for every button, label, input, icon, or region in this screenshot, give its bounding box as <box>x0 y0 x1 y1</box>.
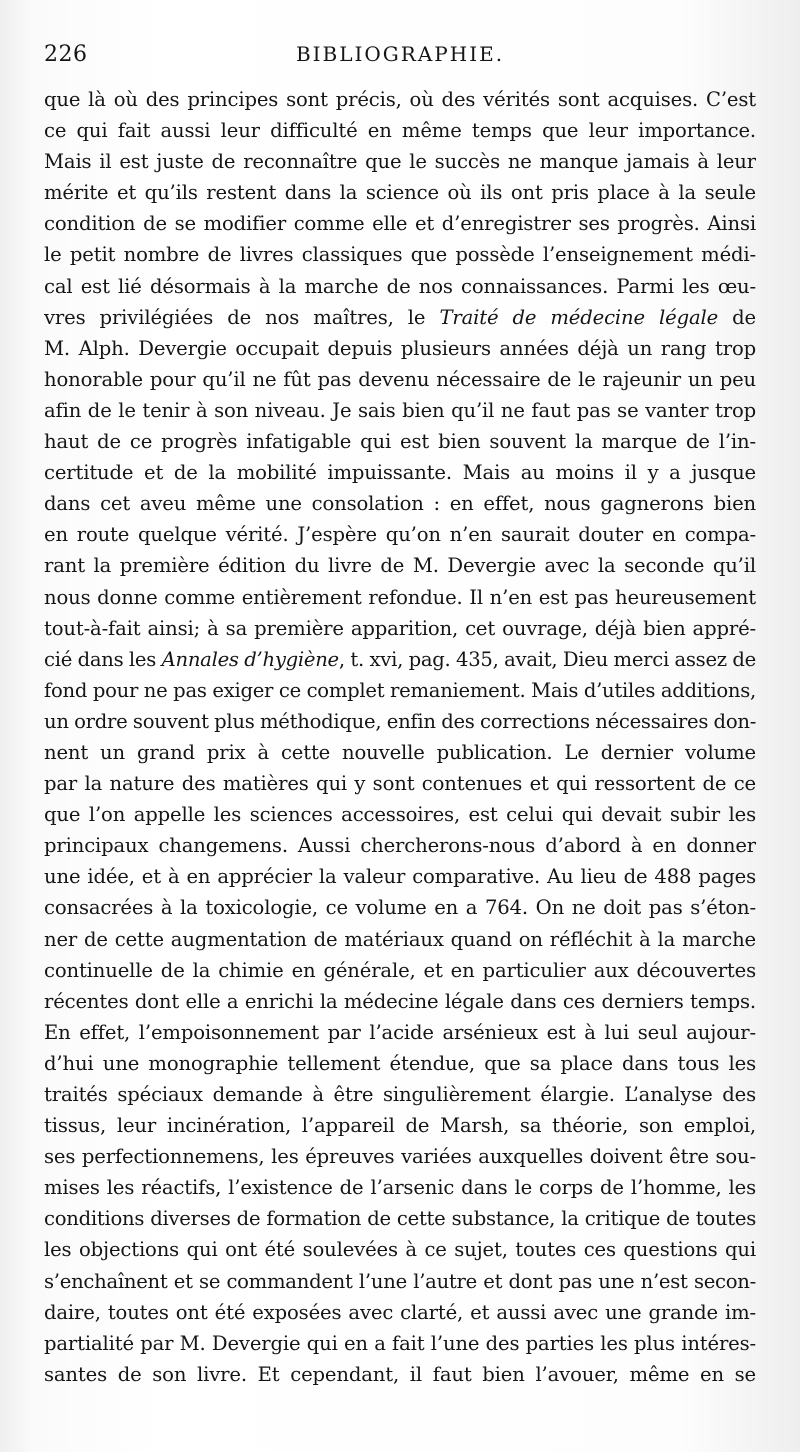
text-line <box>44 644 756 675</box>
text-line: d’hui une monographie tellement étendue, que sa place dans tous les <box>44 1051 756 1075</box>
page-header <box>44 38 756 72</box>
text-line: nous donne comme entièrement refondue. Il n’en est pas heureusement <box>44 585 756 609</box>
text-line: ner de cette augmentation de matériaux quand on réfléchit à la marche <box>44 927 756 951</box>
text-line: rant la première édition du livre de M. Devergie avec la seconde qu’il <box>44 554 756 578</box>
text-line: conditions diverses de formation de cette substance, la critique de toutes <box>44 1207 756 1231</box>
text-line: mérite et qu’ils restent dans la science où ils ont pris place à la seule <box>44 181 756 205</box>
text-line: tout-à-fait ainsi; à sa première apparition, cet ouvrage, déjà bien appré- <box>44 616 756 640</box>
text-line: tissus, leur incinération, l’appareil de Marsh, sa théorie, son emploi, <box>44 1114 756 1138</box>
text-line: afin de le tenir à son niveau. Je sais bien qu’il ne faut pas se vanter trop <box>44 398 756 422</box>
text-line: cal est lié désormais à la marche de nos connaissances. Parmi les œu- <box>44 274 756 298</box>
text-line: ce qui fait aussi leur difficulté en même temps que leur importance. <box>44 119 756 143</box>
text-line: consacrées à la toxicologie, ce volume en a 764. On ne doit pas s’éton- <box>44 896 756 920</box>
text-line: condition de se modifier comme elle et d’enregistrer ses progrès. Ainsi <box>44 212 756 236</box>
text-line: le petit nombre de livres classiques que possède l’enseignement médi- <box>44 243 756 267</box>
text-line: principaux changemens. Aussi chercherons-nous d’abord à en donner <box>44 834 756 858</box>
text-segment: vres privilégiées de nos maîtres, le <box>44 305 440 329</box>
text-line: ses perfectionnemens, les épreuves variées auxquelles doivent être sou- <box>44 1145 756 1169</box>
text-line: certitude et de la mobilité impuissante. Mais au moins il y a jusque <box>44 461 756 485</box>
text-line: M. Alph. Devergie occupait depuis plusieurs années déjà un rang trop <box>44 336 756 360</box>
text-line: une idée, et à en apprécier la valeur comparative. Au lieu de 488 pages <box>44 865 756 889</box>
text-line: s’enchaînent et se commandent l’une l’autre et dont pas une n’est secon- <box>44 1269 756 1293</box>
text-line: En effet, l’empoisonnement par l’acide arsénieux est à lui seul aujour- <box>44 1020 756 1044</box>
text-line: récentes dont elle a enrichi la médecine légale dans ces derniers temps. <box>44 989 756 1013</box>
text-segment: , t. xvi, pag. 435, avait, Dieu merci assez de <box>338 647 756 671</box>
text-segment: de <box>718 305 756 329</box>
text-line: que l’on appelle les sciences accessoires, est celui qui devait subir les <box>44 803 756 827</box>
text-line: Mais il est juste de reconnaître que le succès ne manque jamais à leur <box>44 150 756 174</box>
text-line: partialité par M. Devergie qui en a fait l’une des parties les plus intéres- <box>44 1331 756 1355</box>
text-line: honorable pour qu’il ne fût pas devenu nécessaire de le rajeunir un peu <box>44 367 756 391</box>
text-line: un ordre souvent plus méthodique, enfin des corrections nécessaires don- <box>44 709 756 733</box>
text-line: santes de son livre. Et cependant, il faut bien l’avouer, même en se <box>44 1362 756 1386</box>
text-line: mises les réactifs, l’existence de l’arsenic dans le corps de l’homme, les <box>44 1176 756 1200</box>
running-head: BIBLIOGRAPHIE. <box>295 42 505 66</box>
page-number: 226 <box>44 42 88 67</box>
text-line: par la nature des matières qui y sont contenues et qui ressortent de ce <box>44 772 756 796</box>
text-line: nent un grand prix à cette nouvelle publication. Le dernier volume <box>44 740 756 764</box>
text-line: dans cet aveu même une consolation : en effet, nous gagnerons bien <box>44 492 756 516</box>
italic-title: Traité de médecine légale <box>439 305 719 329</box>
text-line: traités spéciaux demande à être singulièrement élargie. L’analyse des <box>44 1083 756 1106</box>
text-line: haut de ce progrès infatigable qui est bien souvent la marque de l’in- <box>44 430 756 454</box>
text-line: les objections qui ont été soulevées à ce sujet, toutes ces questions qui <box>44 1238 756 1262</box>
text-line: en route quelque vérité. J’espère qu’on n’en saurait douter en compa- <box>44 523 756 547</box>
italic-title: Annales d’hygiène <box>161 647 339 671</box>
text-line: continuelle de la chimie en générale, et en particulier aux découvertes <box>44 958 756 982</box>
text-line: que là où des principes sont précis, où des vérités sont acquises. C’est <box>44 88 756 111</box>
text-line: fond pour ne pas exiger ce complet remaniement. Mais d’utiles additions, <box>44 678 756 702</box>
text-line <box>44 302 756 333</box>
text-segment: cié dans les <box>44 647 162 671</box>
body-text <box>44 84 756 1390</box>
text-line: daire, toutes ont été exposées avec clarté, et aussi avec une grande im- <box>44 1300 756 1324</box>
